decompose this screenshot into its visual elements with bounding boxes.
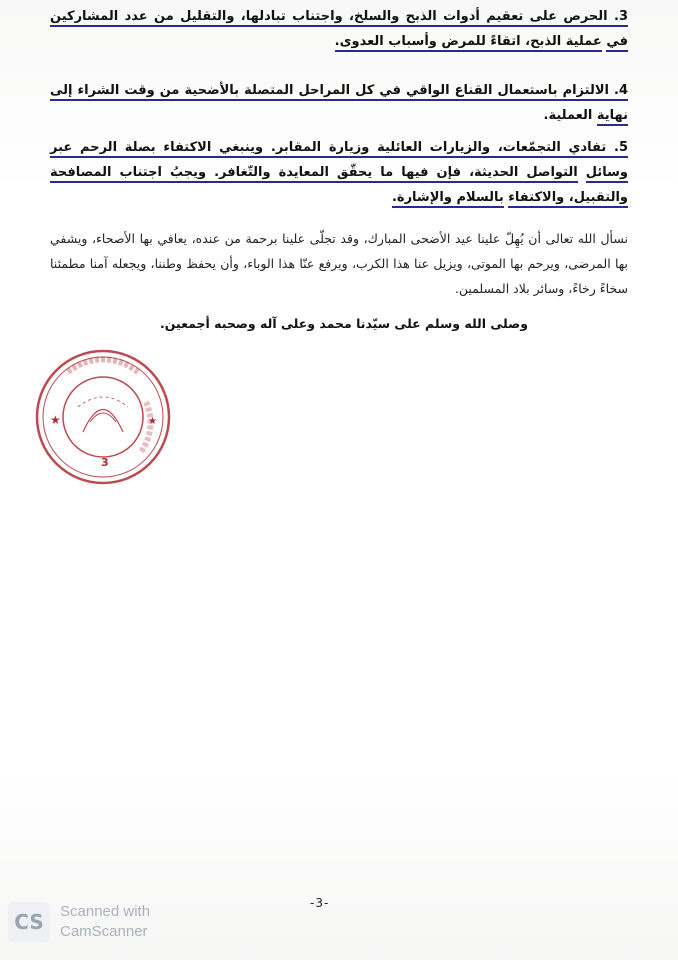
prayer-line-2: الأصحاء، ويشفي بها المرضى، ويرحم بها الموتى، ويزيل عنا هذا الكرب، ويرفع عنّا هذا الوباء، وأن	[50, 231, 628, 271]
item-5-line-1: 5. تفادي التجمّعات، والزيارات العائلية وزيارة المقابر. وينبغي الاكتفاء بصلة الرحم عبر وسائل	[50, 140, 628, 183]
guideline-item-3	[50, 4, 628, 54]
guideline-item-4	[50, 78, 628, 128]
item-4-line-1: 4. الالتزام باستعمال القناع الواقي في كل المراحل المتصلة بالأضحية من وقت الشراء إلى نهاية	[50, 83, 628, 126]
prayer-paragraph	[50, 226, 628, 301]
watermark-line-2: CamScanner	[60, 923, 148, 940]
closing-line: وصلى الله وسلم على سيّدنا محمد وعلى آله وصحبه أجمعين.	[159, 316, 528, 331]
svg-text:★: ★	[148, 416, 157, 427]
item-5-line-3: بالسلام والإشارة.	[392, 190, 504, 208]
guideline-item-5	[50, 135, 628, 210]
scanner-watermark	[8, 900, 208, 946]
watermark-line-1: Scanned with	[60, 903, 151, 920]
item-3-line-2: عملية الذبح، اتقاءً للمرض وأسباب العدوى.	[335, 34, 602, 52]
svg-text:★: ★	[50, 413, 61, 427]
prayer-line-1: نسأل الله تعالى أن يُهِلّ علينا عيد الأضحى المبارك، وقد تجلّى علينا برحمة من عنده، يعافي بها	[139, 231, 628, 246]
stamp-number: 3	[101, 456, 109, 469]
official-stamp	[28, 342, 178, 492]
camscanner-logo: CS	[8, 902, 50, 942]
prayer-line-3: يحفظ وطننا، ويجعله آمنا مطمئنا سخاءً رخاءً، وسائر بلاد المسلمين.	[50, 256, 628, 296]
item-5-line-2: التواصل الحديثة، فإن فيها ما يحقّق المعايدة والتّغافر. ويجبُ اجتناب المصافحة والتقبيل، والاكتفاء	[50, 165, 628, 208]
page-number: -3-	[310, 896, 330, 910]
watermark-text	[60, 902, 150, 942]
item-4-line-2: العملية.	[543, 108, 593, 123]
item-3-line-1: 3. الحرص على تعقيم أدوات الذبح والسلخ، واجتناب تبادلها، والتقليل من عدد المشاركين في	[50, 9, 628, 52]
